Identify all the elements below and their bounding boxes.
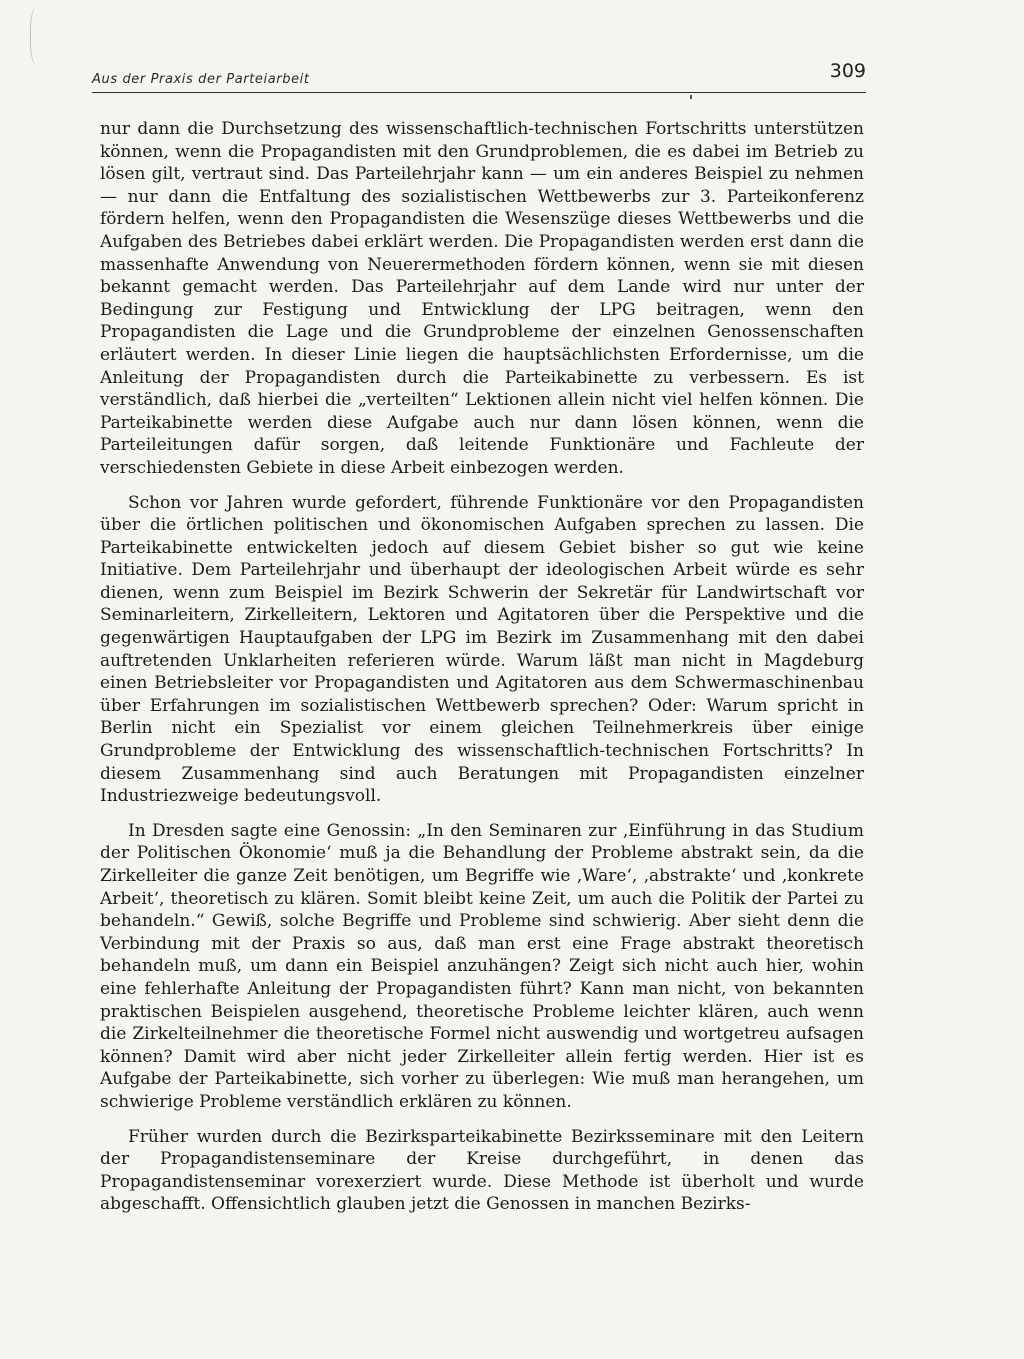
paragraph-3: In Dresden sagte eine Genossin: „In den Seminaren zur ‚Einführung in das Studium der Politischen Ökonomie‘ muß ja die Behandlung der Probleme abstrakt sein, da die Zirkelleiter die ganze Zeit benötigen, um Begriffe wie ‚Ware‘, ‚abstrakte‘ und ‚konkrete Arbeit‘, theoretisch zu klären. Somit bleibt keine Zeit, um auch die Politik der Partei zu behandeln.“ Gewiß, solche Begriffe und Probleme sind schwierig. Aber sieht denn die Verbindung mit der Praxis so aus, daß man erst eine Frage abstrakt theoretisch behandeln muß, um dann ein Beispiel anzuhängen? Zeigt sich nicht auch hier, wohin eine fehlerhafte Anleitung der Propagandisten führt? Kann man nicht, von bekannten praktischen Beispielen ausgehend, theoretische Probleme leichter klären, auch wenn die Zirkelteilnehmer die theoretische Formel nicht auswendig und wortgetreu aufsagen können? Damit wird aber nicht jeder Zirkelleiter allein fertig werden. Hier ist es Aufgabe der Parteikabinette, sich vorher zu überlegen: Wie muß man herangehen, um schwierige Probleme verständlich erklären zu können. bbox=[100, 820, 864, 1112]
body-text bbox=[100, 118, 864, 1228]
page-number: 309 bbox=[829, 60, 866, 82]
header-rule bbox=[92, 92, 866, 93]
paragraph-4: Früher wurden durch die Bezirksparteikabinette Bezirksseminare mit den Leitern der Propagandistenseminare der Kreise durchgeführt, in denen das Propagandistenseminar vorexerziert wurde. Diese Methode ist überholt und wurde abgeschafft. Offensichtlich glauben jetzt die Genossen in manchen Bezirks- bbox=[100, 1126, 864, 1215]
paragraph-1: nur dann die Durchsetzung des wissenschaftlich-technischen Fortschritts unterstützen können, wenn die Propagandisten mit den Grundproblemen, die es dabei im Betrieb zu lösen gilt, vertraut sind. Das Parteilehrjahr kann — um ein anderes Beispiel zu nehmen — nur dann die Entfaltung des sozialistischen Wettbewerbs zur 3. Parteikonferenz fördern helfen, wenn den Propagandisten die Wesenszüge dieses Wettbewerbs und die Aufgaben des Betriebes dabei erklärt werden. Die Propagandisten werden erst dann die massenhafte Anwendung von Neuerermethoden fördern können, wenn sie mit diesen bekannt gemacht werden. Das Parteilehrjahr auf dem Lande wird nur unter der Bedingung zur Festigung und Entwicklung der LPG beitragen, wenn den Propagandisten die Lage und die Grundprobleme der einzelnen Genossenschaften erläutert werden. In dieser Linie liegen die hauptsächlichsten Erfordernisse, um die Anleitung der Propagandisten durch die Parteikabinette zu verbessern. Es ist verständlich, daß hierbei die „verteilten“ Lektionen allein nicht viel helfen können. Die Parteikabinette werden diese Aufgabe auch nur dann lösen können, wenn die Parteileitungen dafür sorgen, daß leitende Funktionäre und Fachleute der verschiedensten Gebiete in diese Arbeit einbezogen werden. bbox=[100, 119, 864, 478]
rule-tick-mark bbox=[690, 95, 692, 99]
page-edge-mark bbox=[30, 6, 47, 66]
running-title: Aus der Praxis der Parteiarbeit bbox=[92, 72, 310, 87]
paragraph-2: Schon vor Jahren wurde gefordert, führende Funktionäre vor den Propagandisten über die örtlichen politischen und ökonomischen Aufgaben sprechen zu lassen. Die Parteikabinette entwickelten jedoch auf diesem Gebiet bisher so gut wie keine Initiative. Dem Parteilehrjahr und überhaupt der ideologischen Arbeit würde es sehr dienen, wenn zum Beispiel im Bezirk Schwerin der Sekretär für Landwirtschaft vor Seminarleitern, Zirkelleitern, Lektoren und Agitatoren über die Perspektive und die gegenwärtigen Hauptaufgaben der LPG im Bezirk im Zusammenhang mit den dabei auftretenden Unklarheiten referieren würde. Warum läßt man nicht in Magdeburg einen Betriebsleiter vor Propagandisten und Agitatoren aus dem Schwermaschinenbau über Erfahrungen im sozialistischen Wettbewerb sprechen? Oder: Warum spricht in Berlin nicht ein Spezialist vor einem gleichen Teilnehmerkreis über einige Grundprobleme der Entwicklung des wissenschaftlich-technischen Fortschritts? In diesem Zusammenhang sind auch Beratungen mit Propagandisten einzelner Industriezweige bedeutungsvoll. bbox=[100, 492, 864, 807]
